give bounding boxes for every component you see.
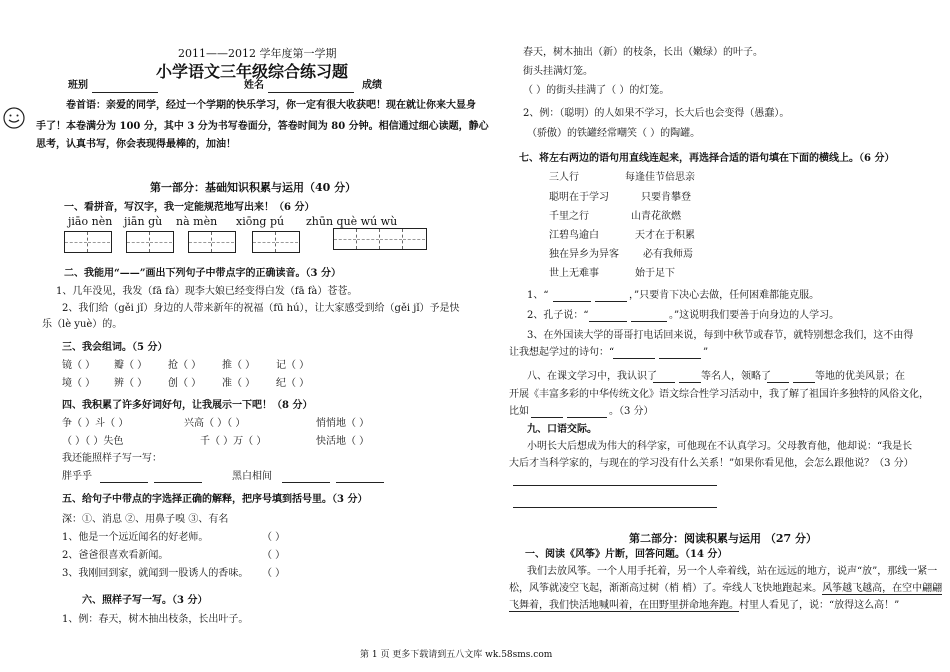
q7-left-3: 千里之行 bbox=[549, 211, 589, 222]
q7-right-4: 天才在于积累 bbox=[635, 230, 695, 241]
q4-phrase-2: 兴高（ ）（ ） bbox=[184, 418, 246, 429]
q4-phrase-5: 千（ ）万（ ） bbox=[200, 436, 267, 447]
q4-title: 四、我积累了许多好词好句，让我展示一下吧！（8 分） bbox=[62, 400, 313, 411]
writing-grid-2[interactable] bbox=[126, 231, 174, 253]
r1-line-3a: 飞舞着，我们快活地喊叫着，在田野里拼命地奔跑。 bbox=[509, 600, 739, 611]
q7-right-3: 山青花欲燃 bbox=[631, 211, 681, 222]
q7-blank-2b bbox=[631, 321, 667, 322]
intro-line-2: 手了！本卷满分为 100 分，其中 3 分为书写卷面分，答卷时间为 80 分钟。相信通过细心读题，静心 bbox=[36, 121, 489, 132]
q5-sentence-1: 1、他是一个远近闻名的好老师。 bbox=[62, 532, 209, 543]
q7-right-6: 始于足下 bbox=[635, 268, 675, 279]
right-column bbox=[475, 0, 950, 672]
q8-blank-5 bbox=[531, 417, 563, 418]
writing-grid-1[interactable] bbox=[64, 231, 112, 253]
intro-line-3: 思考，认真书写，你会表现得最棒的，加油！ bbox=[36, 139, 236, 150]
q4-note: 我还能照样子写一写： bbox=[62, 453, 162, 464]
q8-line-2: 开展《丰富多彩的中华传统文化》语文综合性学习活动中，我了解了祖国许多独特的风俗文化， bbox=[509, 389, 929, 400]
q3-title: 三、我会组词。（5 分） bbox=[62, 342, 168, 353]
q2-sentence-2: 2、我们给（gěi jǐ）身边的人带来新年的祝福（fū hú），让大家感受到给（gěi jǐ）予是快 bbox=[62, 303, 460, 314]
q7-left-5: 独在异乡为异客 bbox=[549, 249, 619, 260]
q7-right-1: 每逢佳节倍思亲 bbox=[625, 172, 695, 183]
q6-title: 六、照样子写一写。（3 分） bbox=[82, 595, 208, 606]
q8-blank-2 bbox=[679, 382, 701, 383]
q4-blank-3 bbox=[282, 482, 330, 483]
q7-blank-1a bbox=[553, 301, 591, 302]
q8-line-1c: 等地的优美风景；在 bbox=[815, 371, 905, 382]
q3-word-9: 准（ ） bbox=[222, 378, 256, 389]
q5-options: 深：①、消息 ②、用鼻子嗅 ③、有名 bbox=[62, 514, 229, 525]
r1-title: 一、阅读《风筝》片断，回答问题。（14 分） bbox=[525, 549, 728, 560]
q7-fill-3c: ” bbox=[703, 347, 709, 358]
q4-blank-1 bbox=[100, 482, 148, 483]
pinyin-1: jiāo nèn bbox=[68, 215, 113, 228]
q4-blank-4 bbox=[336, 482, 384, 483]
q2-sentence-3: 乐（lè yuè）的。 bbox=[42, 319, 123, 330]
exam-year: 2011——2012 学年度第一学期 bbox=[178, 47, 337, 60]
writing-grid-4[interactable] bbox=[252, 231, 300, 253]
q7-fill-2: 2、孔子说：“ bbox=[527, 310, 589, 321]
q8-line-1: 八、在课文学习中，我认识了 bbox=[527, 371, 657, 382]
q8-line-3b: 。（3 分） bbox=[609, 406, 654, 417]
q5-paren-3: （ ） bbox=[262, 568, 286, 579]
pinyin-3: nà mèn bbox=[176, 215, 218, 228]
q8-line-3: 比如 bbox=[509, 406, 529, 417]
r1-line-1: 我们去放风筝。一个人用手托着，另一个人牵着线，站在远远的地方，说声“放”，那线一紧一 bbox=[527, 566, 938, 577]
q5-paren-2: （ ） bbox=[262, 550, 286, 561]
q7-right-5: 必有我师焉 bbox=[643, 249, 693, 260]
q9-line-1: 小明长大后想成为伟大的科学家，可他现在不认真学习。父母教育他，他却说：“我是长 bbox=[527, 441, 913, 452]
q4-example-2: 黑白相间 bbox=[232, 471, 272, 482]
q5-sentence-3: 3、我刚回到家，就闻到一股诱人的香味。 bbox=[62, 568, 249, 579]
q7-left-1: 三人行 bbox=[549, 172, 579, 183]
q7-right-2: 只要肯攀登 bbox=[641, 192, 691, 203]
q3-word-4: 推（ ） bbox=[222, 360, 256, 371]
writing-grid-5[interactable] bbox=[333, 228, 427, 250]
q7-blank-2a bbox=[589, 321, 627, 322]
pinyin-5: zhūn què wú wù bbox=[306, 215, 398, 228]
q6-cont-1: 春天，树木抽出（新）的枝条，长出（嫩绿）的叶子。 bbox=[523, 47, 763, 58]
q7-title: 七、将左右两边的语句用直线连起来，再选择合适的语句填在下面的横线上。（6 分） bbox=[519, 153, 895, 164]
q6-cont-3: （ ）的街头挂满了（ ）的灯笼。 bbox=[523, 85, 670, 96]
q1-title: 一、看拼音，写汉字，我一定能规范地写出来！（6 分） bbox=[64, 202, 315, 213]
class-label: 班别 bbox=[68, 80, 88, 91]
q7-fill-2b: 。”这说明我们要善于向身边的人学习。 bbox=[669, 310, 840, 321]
q5-paren-1: （ ） bbox=[262, 532, 286, 543]
q3-word-8: 创（ ） bbox=[168, 378, 202, 389]
page-footer: 第 1 页 更多下载请到五八文库 wk.58sms.com bbox=[360, 650, 553, 660]
score-label: 成绩 bbox=[362, 80, 382, 91]
q2-sentence-1: 1、几年没见，我发（fā fà）现李大娘已经变得白发（fā fà）苍苍。 bbox=[56, 286, 358, 297]
q7-fill-3: 3、在外国读大学的哥哥打电话回来说，每到中秋节或春节，就特别想念我们，这不由得 bbox=[527, 330, 914, 341]
q8-blank-1 bbox=[653, 382, 675, 383]
q7-left-6: 世上无难事 bbox=[549, 268, 599, 279]
q7-left-4: 江碧鸟逾白 bbox=[549, 230, 599, 241]
q3-word-3: 抢（ ） bbox=[168, 360, 202, 371]
name-blank bbox=[268, 92, 354, 93]
q4-phrase-3: 悄悄地（ ） bbox=[316, 418, 370, 429]
q7-fill-1: 1、“ bbox=[527, 290, 549, 301]
r1-line-2b: 风筝越飞越高，在空中翩翩 bbox=[822, 583, 943, 594]
q6-cont-4: （骄傲）的铁罐经常嘲笑（ ）的陶罐。 bbox=[527, 128, 701, 139]
q6-cont-2: 街头挂满灯笼。 bbox=[523, 66, 593, 77]
q9-title: 九、口语交际。 bbox=[527, 424, 597, 435]
q3-word-1: 镜（ ） bbox=[62, 360, 96, 371]
q6-example-2: 2、例：（聪明）的人如果不学习，长大后也会变得（愚蠢）。 bbox=[523, 108, 790, 119]
r1-line-3b: 村里人看见了，说：“放得这么高！” bbox=[739, 600, 900, 611]
r1-line-2a: 松，风筝就凌空飞起，渐渐高过树（梢 梢）了。牵线人飞快地跑起来。 bbox=[509, 583, 823, 594]
q3-word-2: 瓣（ ） bbox=[114, 360, 148, 371]
part1-title: 第一部分：基础知识积累与运用（40 分） bbox=[150, 181, 357, 194]
q2-title: 二、我能用“——”画出下列句子中带点字的正确读音。（3 分） bbox=[64, 268, 341, 279]
q7-fill-3b: 让我想起学过的诗句：“ bbox=[509, 347, 615, 358]
writing-grid-3[interactable] bbox=[188, 231, 236, 253]
exam-title: 小学语文三年级综合练习题 bbox=[156, 62, 349, 81]
q4-blank-2 bbox=[154, 482, 202, 483]
q7-fill-1b: ，”只要肯下决心去做，任何困难都能克服。 bbox=[629, 290, 820, 301]
q5-sentence-2: 2、爸爸很喜欢看新闻。 bbox=[62, 550, 169, 561]
q7-blank-3b bbox=[659, 358, 701, 359]
q9-answer-line-2[interactable] bbox=[513, 507, 717, 508]
q3-word-10: 纪（ ） bbox=[276, 378, 310, 389]
q4-example-1: 胖乎乎 bbox=[62, 471, 92, 482]
q8-blank-4 bbox=[793, 382, 815, 383]
q6-example-1: 1、例：春天，树木抽出枝条，长出叶子。 bbox=[62, 614, 249, 625]
q4-phrase-4: （ ）（ ）失色 bbox=[62, 436, 124, 447]
q3-word-5: 记（ ） bbox=[276, 360, 310, 371]
q4-phrase-1: 争（ ）斗（ ） bbox=[62, 418, 129, 429]
q3-word-7: 辨（ ） bbox=[114, 378, 148, 389]
q7-blank-1b bbox=[595, 301, 627, 302]
q5-title: 五、给句子中带点的字选择正确的解释，把序号填到括号里。（3 分） bbox=[62, 494, 368, 505]
q7-left-2: 聪明在于学习 bbox=[549, 192, 609, 203]
q3-word-6: 境（ ） bbox=[62, 378, 96, 389]
r1-line-3 bbox=[509, 600, 899, 612]
q8-blank-3 bbox=[767, 382, 789, 383]
q9-answer-line-1[interactable] bbox=[513, 485, 717, 486]
q4-phrase-6: 快活地（ ） bbox=[316, 436, 370, 447]
intro-line-1: 卷首语：亲爱的同学，经过一个学期的快乐学习，你一定有很大收获吧！现在就让你来大显身 bbox=[66, 100, 476, 111]
pinyin-4: xiōng pú bbox=[236, 215, 285, 228]
name-label: 姓名 bbox=[244, 80, 264, 91]
r1-line-2 bbox=[509, 583, 942, 595]
q9-line-2: 大后才当科学家的，与现在的学习没有什么关系！”如果你看见他，会怎么跟他说？（3 分） bbox=[509, 458, 914, 469]
q7-blank-3a bbox=[613, 358, 655, 359]
part2-title: 第二部分：阅读积累与运用 （27 分） bbox=[629, 532, 817, 545]
q8-blank-6 bbox=[567, 417, 607, 418]
class-blank bbox=[92, 92, 158, 93]
q8-line-1b: 等名人，领略了 bbox=[701, 371, 771, 382]
pinyin-2: jiān gù bbox=[124, 215, 163, 228]
